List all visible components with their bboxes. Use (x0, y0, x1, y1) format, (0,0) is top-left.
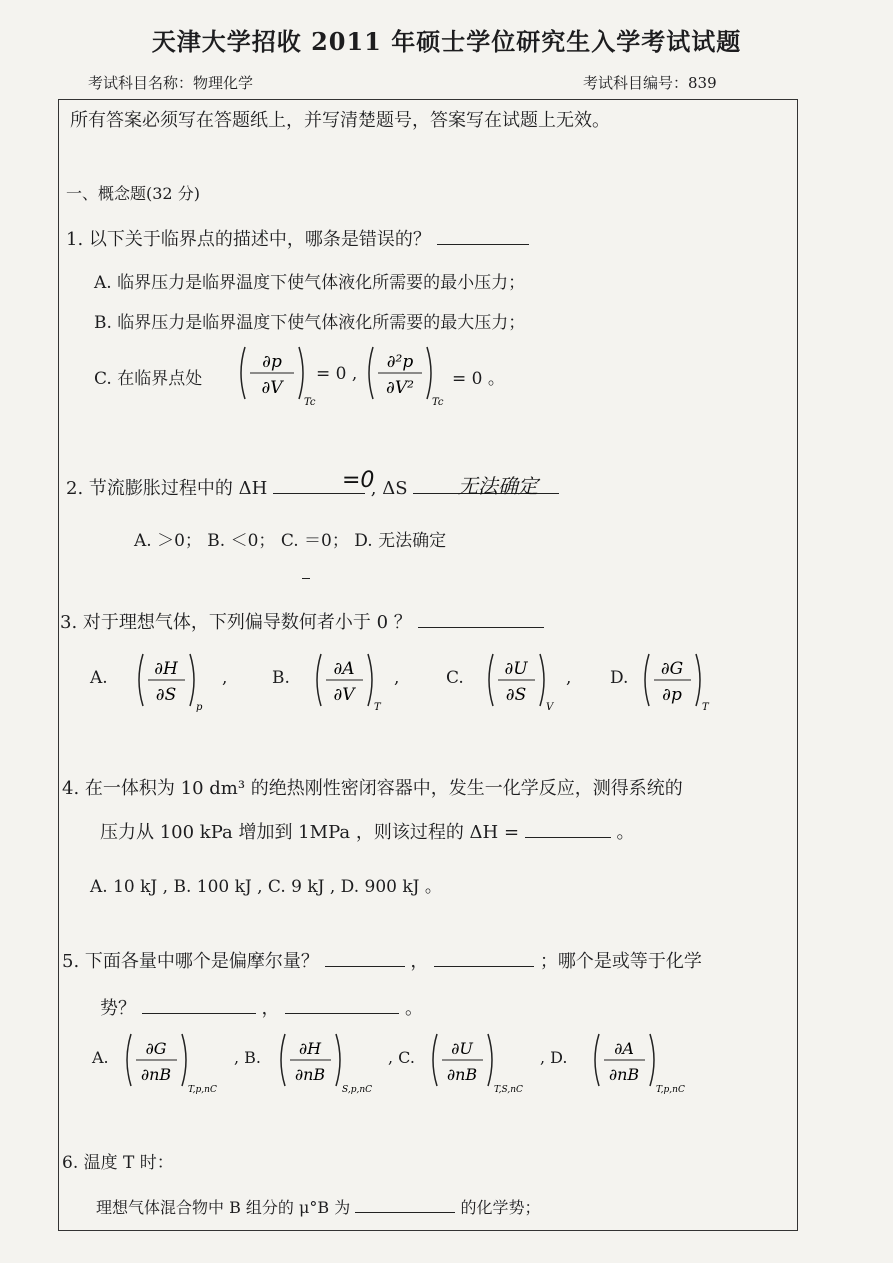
q5-option-b-expr (276, 1030, 386, 1096)
subject-code: 考试科目编号：839 (583, 74, 717, 92)
q5-line-1 (62, 947, 702, 973)
comma: , (222, 668, 228, 688)
q5-label-c: , C. (388, 1048, 415, 1067)
fraction-subscript: p (196, 702, 203, 713)
q3-label-c: C. (446, 668, 464, 688)
q3-stem (60, 608, 544, 634)
q1-option-a: A. 临界压力是临界温度下使气体液化所需要的最小压力； (94, 273, 526, 293)
q4-options: A. 10 kJ , B. 100 kJ , C. 9 kJ , D. 900 kJ 。 (90, 877, 442, 897)
q3-label-d: D. (610, 668, 629, 688)
q5-line-2-text: 势？ (100, 998, 136, 1019)
fraction-subscript: T,p,nC (188, 1085, 217, 1095)
fraction-denominator: ∂S (505, 685, 527, 705)
fraction-denominator: ∂p (662, 685, 682, 705)
q3-option-b-expr (312, 650, 386, 714)
answer-blank (418, 609, 544, 628)
q1-equals-1: = 0 , (316, 364, 358, 384)
separator: ， (261, 998, 280, 1019)
q3-option-a-expr (134, 650, 208, 714)
answer-blank (525, 819, 611, 838)
fraction-numerator: ∂G (145, 1039, 167, 1058)
q5-label-d: , D. (540, 1048, 568, 1067)
fraction-subscript: T,S,nC (494, 1085, 523, 1095)
subject-name: 考试科目名称：物理化学 (88, 74, 254, 92)
fraction-denominator: ∂V² (386, 378, 414, 398)
q6-stem: 6. 温度 T 时： (62, 1153, 174, 1173)
q5-line-1-tail: ；哪个是或等于化学 (539, 951, 702, 972)
handwritten-answer-ds: 无法确定 (458, 474, 538, 498)
q4-line-2-text: 压力从 100 kPa 增加到 1MPa ，则该过程的 ΔH = (100, 822, 520, 843)
fraction-numerator: ∂²p (386, 352, 414, 372)
fraction-numerator: ∂G (660, 659, 684, 679)
fraction-numerator: ∂p (262, 352, 282, 372)
fraction-denominator: ∂nB (446, 1065, 478, 1084)
notice-text: 所有答案必须写在答题纸上，并写清楚题号，答案写在试题上无效。 (70, 110, 610, 131)
fraction-subscript: S,p,nC (342, 1085, 373, 1095)
fraction-subscript: Tc (432, 397, 444, 408)
q4-line-2-end: 。 (616, 822, 635, 843)
q1-option-b: B. 临界压力是临界温度下使气体液化所需要的最大压力； (94, 313, 526, 333)
fraction-denominator: ∂S (155, 685, 177, 705)
q1-stem (66, 225, 529, 251)
fraction-denominator: ∂nB (294, 1065, 326, 1084)
fraction-subscript: T,p,nC (656, 1085, 685, 1095)
fraction-subscript: T (702, 702, 709, 713)
answer-blank (355, 1194, 455, 1213)
q6-line-tail: 的化学势； (460, 1198, 541, 1217)
fraction-numerator: ∂A (333, 659, 355, 679)
q5-option-a-expr (122, 1030, 232, 1096)
fraction-numerator: ∂U (451, 1039, 473, 1058)
fraction-numerator: ∂U (504, 659, 528, 679)
q5-line-2-end: 。 (404, 998, 423, 1019)
q1-partial-expr-1 (236, 343, 316, 407)
fraction-numerator: ∂A (614, 1039, 634, 1058)
q6-line (96, 1194, 540, 1218)
stray-mark (302, 578, 310, 579)
separator: ， (410, 951, 429, 972)
q2-stem-dh: 2. 节流膨胀过程中的 ΔH (66, 478, 268, 499)
q5-option-d-expr (590, 1030, 700, 1096)
answer-blank (325, 948, 405, 967)
fraction-subscript: T (374, 702, 381, 713)
q3-stem-text: 3. 对于理想气体，下列偏导数何者小于 0 ？ (60, 612, 412, 633)
q2-stem-ds: , ΔS (370, 478, 408, 499)
answer-blank (437, 226, 529, 245)
fraction-denominator: ∂nB (140, 1065, 172, 1084)
q3-option-c-expr (484, 650, 558, 714)
q1-equals-2: = 0 。 (452, 369, 505, 389)
fraction-numerator: ∂H (154, 659, 178, 679)
fraction-denominator: ∂V (261, 378, 283, 398)
fraction-subscript: Tc (304, 397, 316, 408)
fraction-denominator: ∂nB (608, 1065, 640, 1084)
q2-options: A. ＞0； B. ＜0； C. ＝0； D. 无法确定 (134, 531, 447, 551)
q5-line-2 (100, 994, 423, 1020)
comma: , (394, 668, 400, 688)
handwritten-answer-dh: =0 (342, 468, 375, 493)
q4-line-2 (100, 818, 635, 844)
q1-option-c-prefix: C. 在临界点处 (94, 369, 203, 389)
q1-partial-expr-2 (364, 343, 444, 407)
answer-blank (142, 995, 256, 1014)
q3-label-b: B. (272, 668, 290, 688)
fraction-numerator: ∂H (298, 1039, 322, 1058)
q1-stem-text: 1. 以下关于临界点的描述中，哪条是错误的？ (66, 229, 431, 250)
q5-label-a: A. (92, 1048, 109, 1067)
q6-line-text: 理想气体混合物中 B 组分的 μ°B 为 (96, 1198, 351, 1217)
q4-line-1: 4. 在一体积为 10 dm³ 的绝热刚性密闭容器中，发生一化学反应，测得系统的 (62, 778, 683, 799)
q3-label-a: A. (90, 668, 108, 688)
q5-label-b: , B. (234, 1048, 262, 1067)
fraction-subscript: V (546, 702, 554, 713)
answer-blank (434, 948, 534, 967)
exam-title: 天津大学招收 2011 年硕士学位研究生入学考试试题 (151, 27, 742, 56)
comma: , (566, 668, 572, 688)
fraction-denominator: ∂V (333, 685, 355, 705)
q5-option-c-expr (428, 1030, 538, 1096)
answer-blank (285, 995, 399, 1014)
section-title: 一、概念题(32 分) (66, 184, 200, 203)
q5-line-1-text: 5. 下面各量中哪个是偏摩尔量？ (62, 951, 319, 972)
q3-option-d-expr (640, 650, 714, 714)
